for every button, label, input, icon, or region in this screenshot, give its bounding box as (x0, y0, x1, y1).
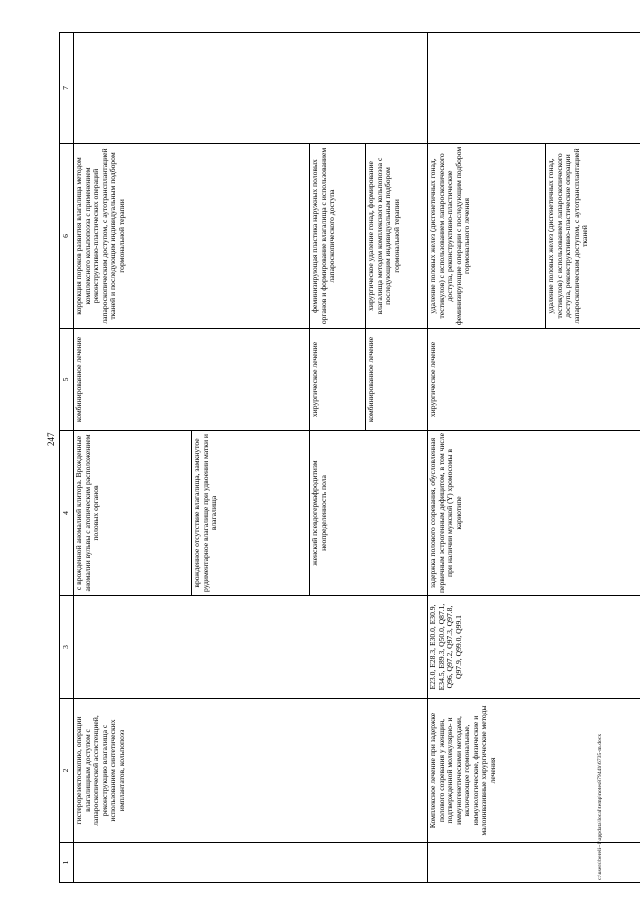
cell-group1-r1-diagnosis: с врожденной аномалией клитора. Врожденные аномалии вульвы с атопическим расположением половых органов (74, 431, 192, 596)
cell-group2-treatment: хирургическое лечение (428, 329, 640, 431)
cell-group2-r1-method: удаление половых желез (дисгенетичных гонад, тестикулов) с использованием лапароскопического доступа, реконструктивно-пластические феминизирующие операции с последующим подбором гормонального лечения (428, 144, 546, 329)
header-col-5: 5 (60, 329, 74, 431)
header-col-3: 3 (60, 596, 74, 699)
table-row (74, 33, 192, 883)
cell-group1-col1 (74, 843, 428, 883)
header-col-2: 2 (60, 699, 74, 843)
table-header-row (60, 33, 74, 883)
cell-group2-codes: E23.0, E28.3, E30.0, E30.9, E34.5, E89.3, Q50.0, Q87.1, Q96, Q97.2, Q97.3, Q97.8, Q97.9, Q99.0, Q99.1 (428, 596, 640, 699)
cell-group1-method: гистерорезектоскопию, операции влагалищным доступом с лапароскопической ассистенцией, реконструкцию влагалища с использованием синтетических имплантатов, кольпопоэз (74, 699, 428, 843)
cell-group2-col1 (428, 843, 640, 883)
page-number: 247 (46, 432, 56, 446)
cell-group1-r3-diagnosis: женский псевдогермафродитизм неопределенность пола (310, 431, 428, 596)
cell-group1-r3-method: феминизирующая пластика наружных половых органов и формирование влагалища с использованием лапароскопического доступа (310, 144, 366, 329)
cell-group2-col7 (428, 33, 640, 144)
cell-group1-r4-treatment: комбинированное лечение (366, 329, 428, 431)
header-col-6: 6 (60, 144, 74, 329)
cell-group1-col7 (74, 33, 428, 144)
cell-group1-r4-method: хирургическое удаление гонад, формирование влагалища методом комплексного кольпопоэза с последующим индивидуальным подбором гормональной терапии (366, 144, 428, 329)
cell-group1-codes (74, 596, 428, 699)
footer-file-path: c:\users\bereli~1\appdata\local\temp\notes87944b\6735-m.docx (597, 733, 603, 880)
rotated-table-wrapper (59, 33, 599, 883)
cell-group1-r3-treatment: хирургическое лечение (310, 329, 366, 431)
header-col-7: 7 (60, 33, 74, 144)
medical-care-table (59, 32, 640, 883)
cell-group2-method: Комплексное лечение при задержке полового созревания у женщин, подтвержденной молекулярно- и иммуногенетическими методами, включающее гормональные, иммунологические, физические и малоинвазивные хирургические методы лечения (428, 699, 640, 843)
cell-group2-diagnosis: задержка полового созревания, обусловленная первичным эстрогенным дефицитом, в том числе при наличии мужской (Y) хромосомы в кариотипе (428, 431, 640, 596)
cell-group1-r1-treatment: комбинированное лечение (74, 329, 310, 431)
cell-group2-r2-method: удаление половых желез (дисгенетичных гонад, тестикулов) с использованием лапароскопического доступа, реконструктивно-пластические операции лапароскопическим доступом, с аутотрансплантацией тканей (546, 144, 640, 329)
header-col-4: 4 (60, 431, 74, 596)
header-col-1: 1 (60, 843, 74, 883)
table-row (428, 33, 546, 883)
cell-group1-r2-diagnosis: врожденное отсутствие влагалища, замкнутое рудиментарное влагалище при удвоении матки и влагалища (192, 431, 310, 596)
cell-group1-r1-method: коррекция пороков развития влагалища методом комплексного кольпопоэза с применением реконструктивно-пластических операций лапароскопическим доступом, с аутотрансплантацией тканей и последующим индивидуальным подбором гормональной терапии (74, 144, 310, 329)
